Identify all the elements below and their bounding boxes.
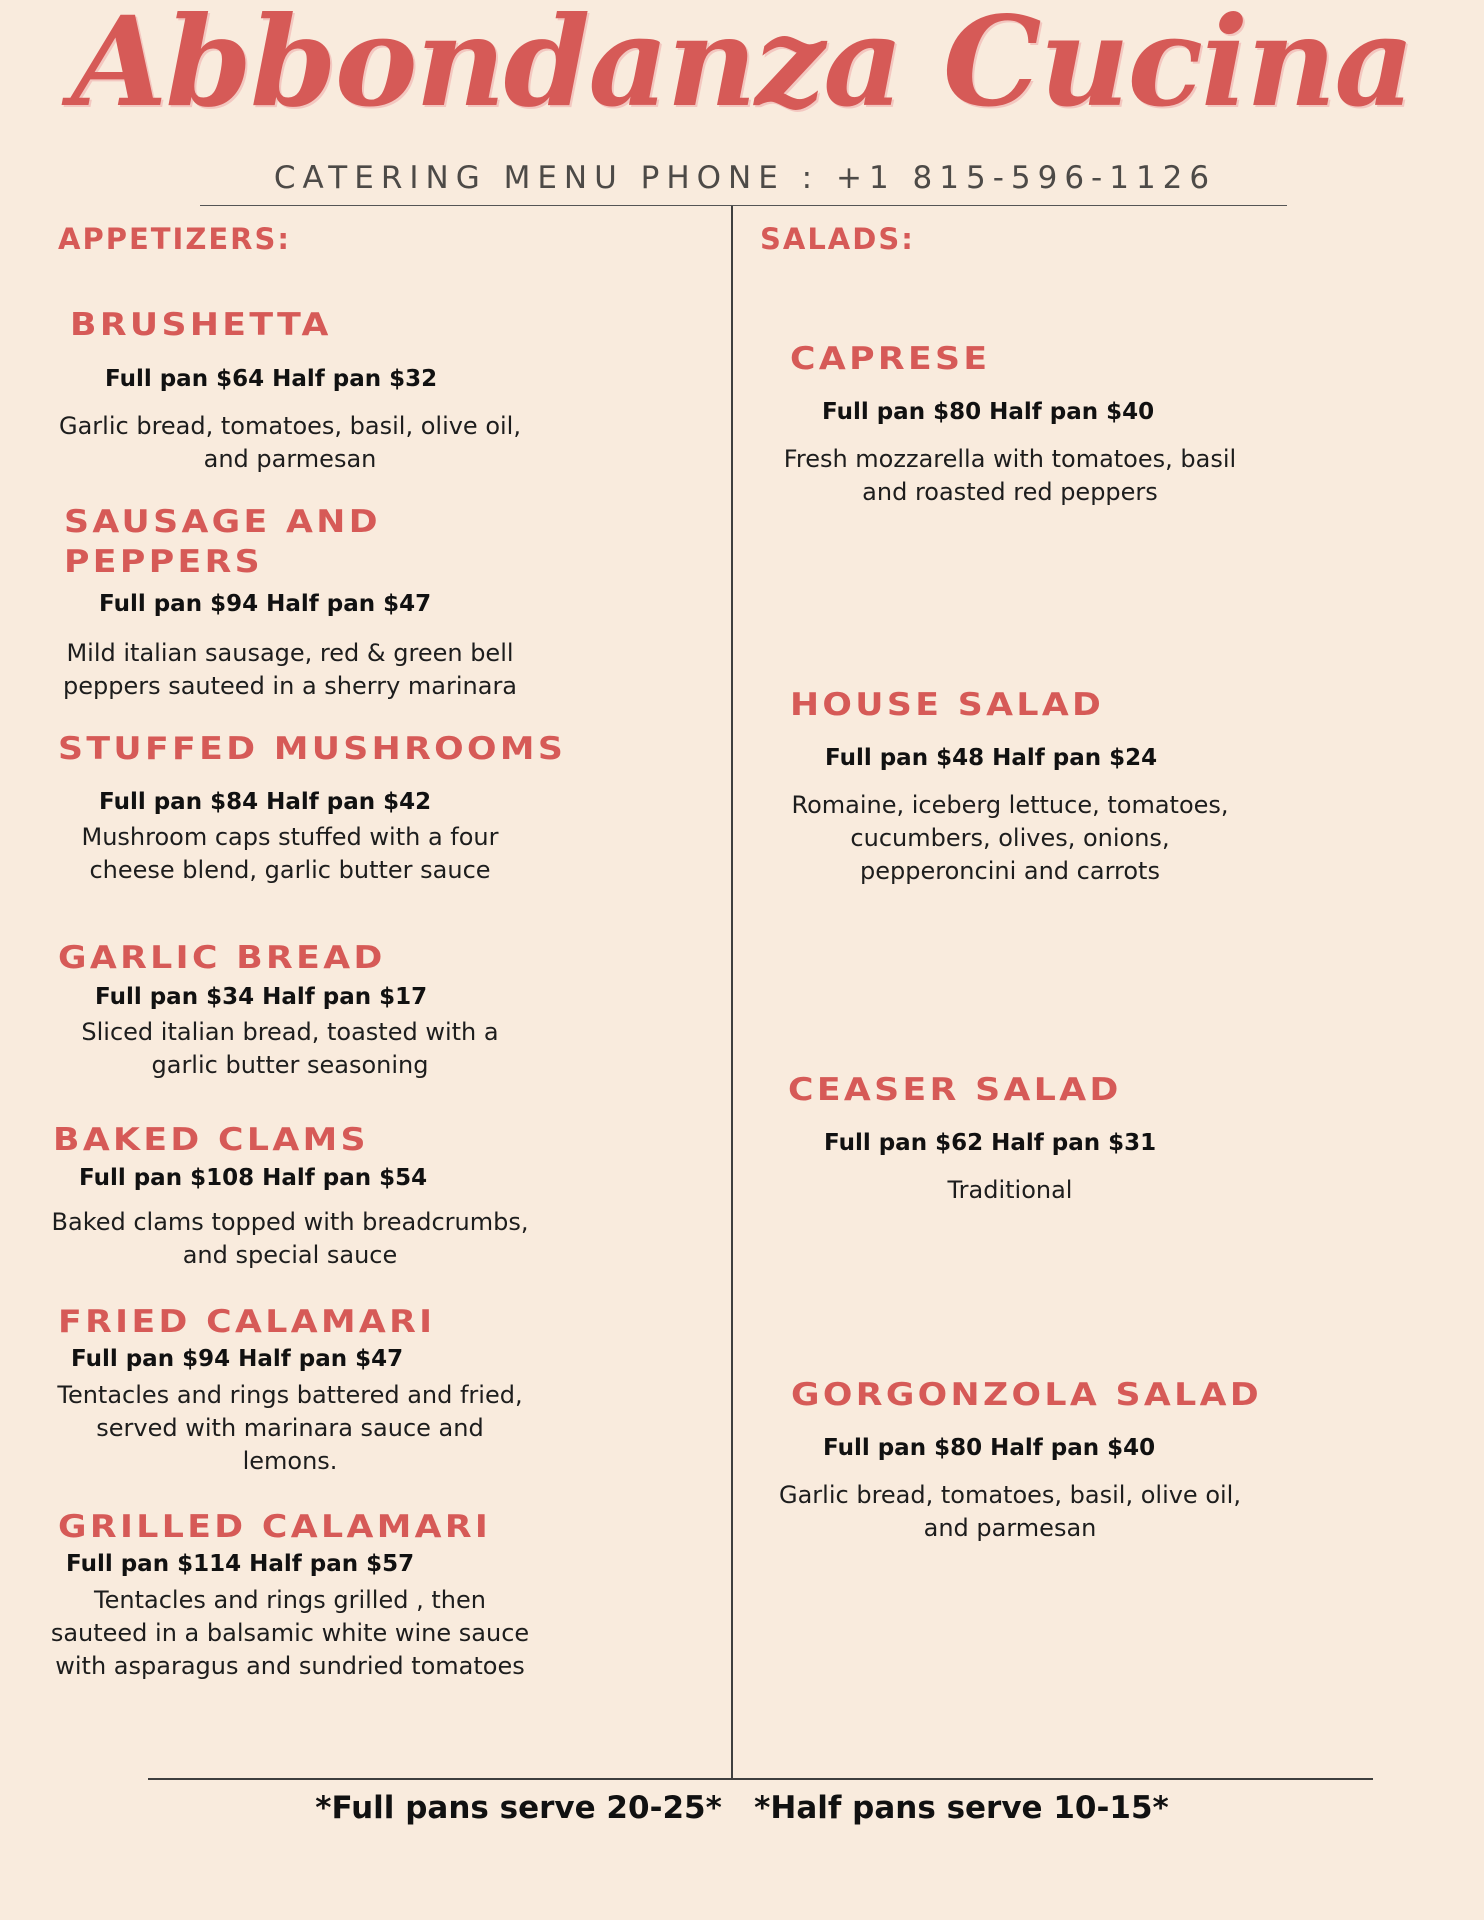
appetizer-price: Full pan $108 Half pan $54 xyxy=(79,1165,428,1191)
appetizer-name: STUFFED MUSHROOMS xyxy=(58,731,567,767)
appetizer-price: Full pan $34 Half pan $17 xyxy=(95,984,428,1010)
salad-description: Romaine, iceberg lettuce, tomatoes, cucumbers, olives, onions, pepperoncini and carrots xyxy=(791,791,1229,885)
appetizer-price: Full pan $64 Half pan $32 xyxy=(105,366,438,392)
salad-price: Full pan $48 Half pan $24 xyxy=(825,745,1158,771)
salad-name: GORGONZOLA SALAD xyxy=(791,1377,1263,1413)
appetizer-name: SAUSAGE AND PEPPERS xyxy=(64,504,381,580)
appetizer-name: BAKED CLAMS xyxy=(53,1122,369,1158)
appetizer-price: Full pan $94 Half pan $47 xyxy=(99,591,432,617)
appetizer-description: Tentacles and rings grilled , then sauteed in a balsamic white wine sauce with asparagus and sundried tomatoes xyxy=(50,1586,530,1680)
appetizer-description: Sliced italian bread, toasted with a garlic butter seasoning xyxy=(81,1018,499,1079)
column-divider xyxy=(731,206,733,1778)
appetizer-price: Full pan $84 Half pan $42 xyxy=(99,789,432,815)
appetizer-description: Tentacles and rings battered and fried, served with marinara sauce and lemons. xyxy=(57,1381,523,1475)
salad-name: CAPRESE xyxy=(790,341,991,377)
appetizer-name: GARLIC BREAD xyxy=(58,940,386,976)
appetizer-price: Full pan $94 Half pan $47 xyxy=(71,1346,404,1372)
salad-description: Traditional xyxy=(947,1176,1073,1204)
appetizer-description: Mushroom caps stuffed with a four cheese blend, garlic butter sauce xyxy=(81,823,499,884)
menu-subtitle: CATERING MENU PHONE : +1 815-596-1126 xyxy=(273,160,1217,196)
appetizers-heading: APPETIZERS: xyxy=(58,222,291,256)
serving-note: *Full pans serve 20-25* *Half pans serve 10-15* xyxy=(315,1790,1169,1826)
appetizer-name: FRIED CALAMARI xyxy=(58,1304,436,1340)
salad-price: Full pan $80 Half pan $40 xyxy=(822,399,1155,425)
salads-heading: SALADS: xyxy=(760,222,915,256)
top-divider xyxy=(200,205,1287,206)
bottom-divider xyxy=(148,1778,1373,1780)
appetizer-price: Full pan $114 Half pan $57 xyxy=(66,1551,415,1577)
salad-name: CEASER SALAD xyxy=(788,1072,1122,1108)
salad-price: Full pan $80 Half pan $40 xyxy=(823,1435,1156,1461)
salad-description: Fresh mozzarella with tomatoes, basil and roasted red peppers xyxy=(783,445,1237,506)
appetizer-name: BRUSHETTA xyxy=(70,307,332,343)
restaurant-title: Abbondanza Cucina xyxy=(71,0,1413,135)
appetizer-description: Baked clams topped with breadcrumbs, and special sauce xyxy=(51,1208,529,1269)
appetizer-description: Garlic bread, tomatoes, basil, olive oil, and parmesan xyxy=(59,412,521,473)
salad-name: HOUSE SALAD xyxy=(790,687,1105,723)
salad-price: Full pan $62 Half pan $31 xyxy=(824,1130,1157,1156)
appetizer-description: Mild italian sausage, red & green bell peppers sauteed in a sherry marinara xyxy=(62,639,518,700)
appetizer-name: GRILLED CALAMARI xyxy=(58,1509,492,1545)
salad-description: Garlic bread, tomatoes, basil, olive oil, and parmesan xyxy=(779,1481,1241,1542)
